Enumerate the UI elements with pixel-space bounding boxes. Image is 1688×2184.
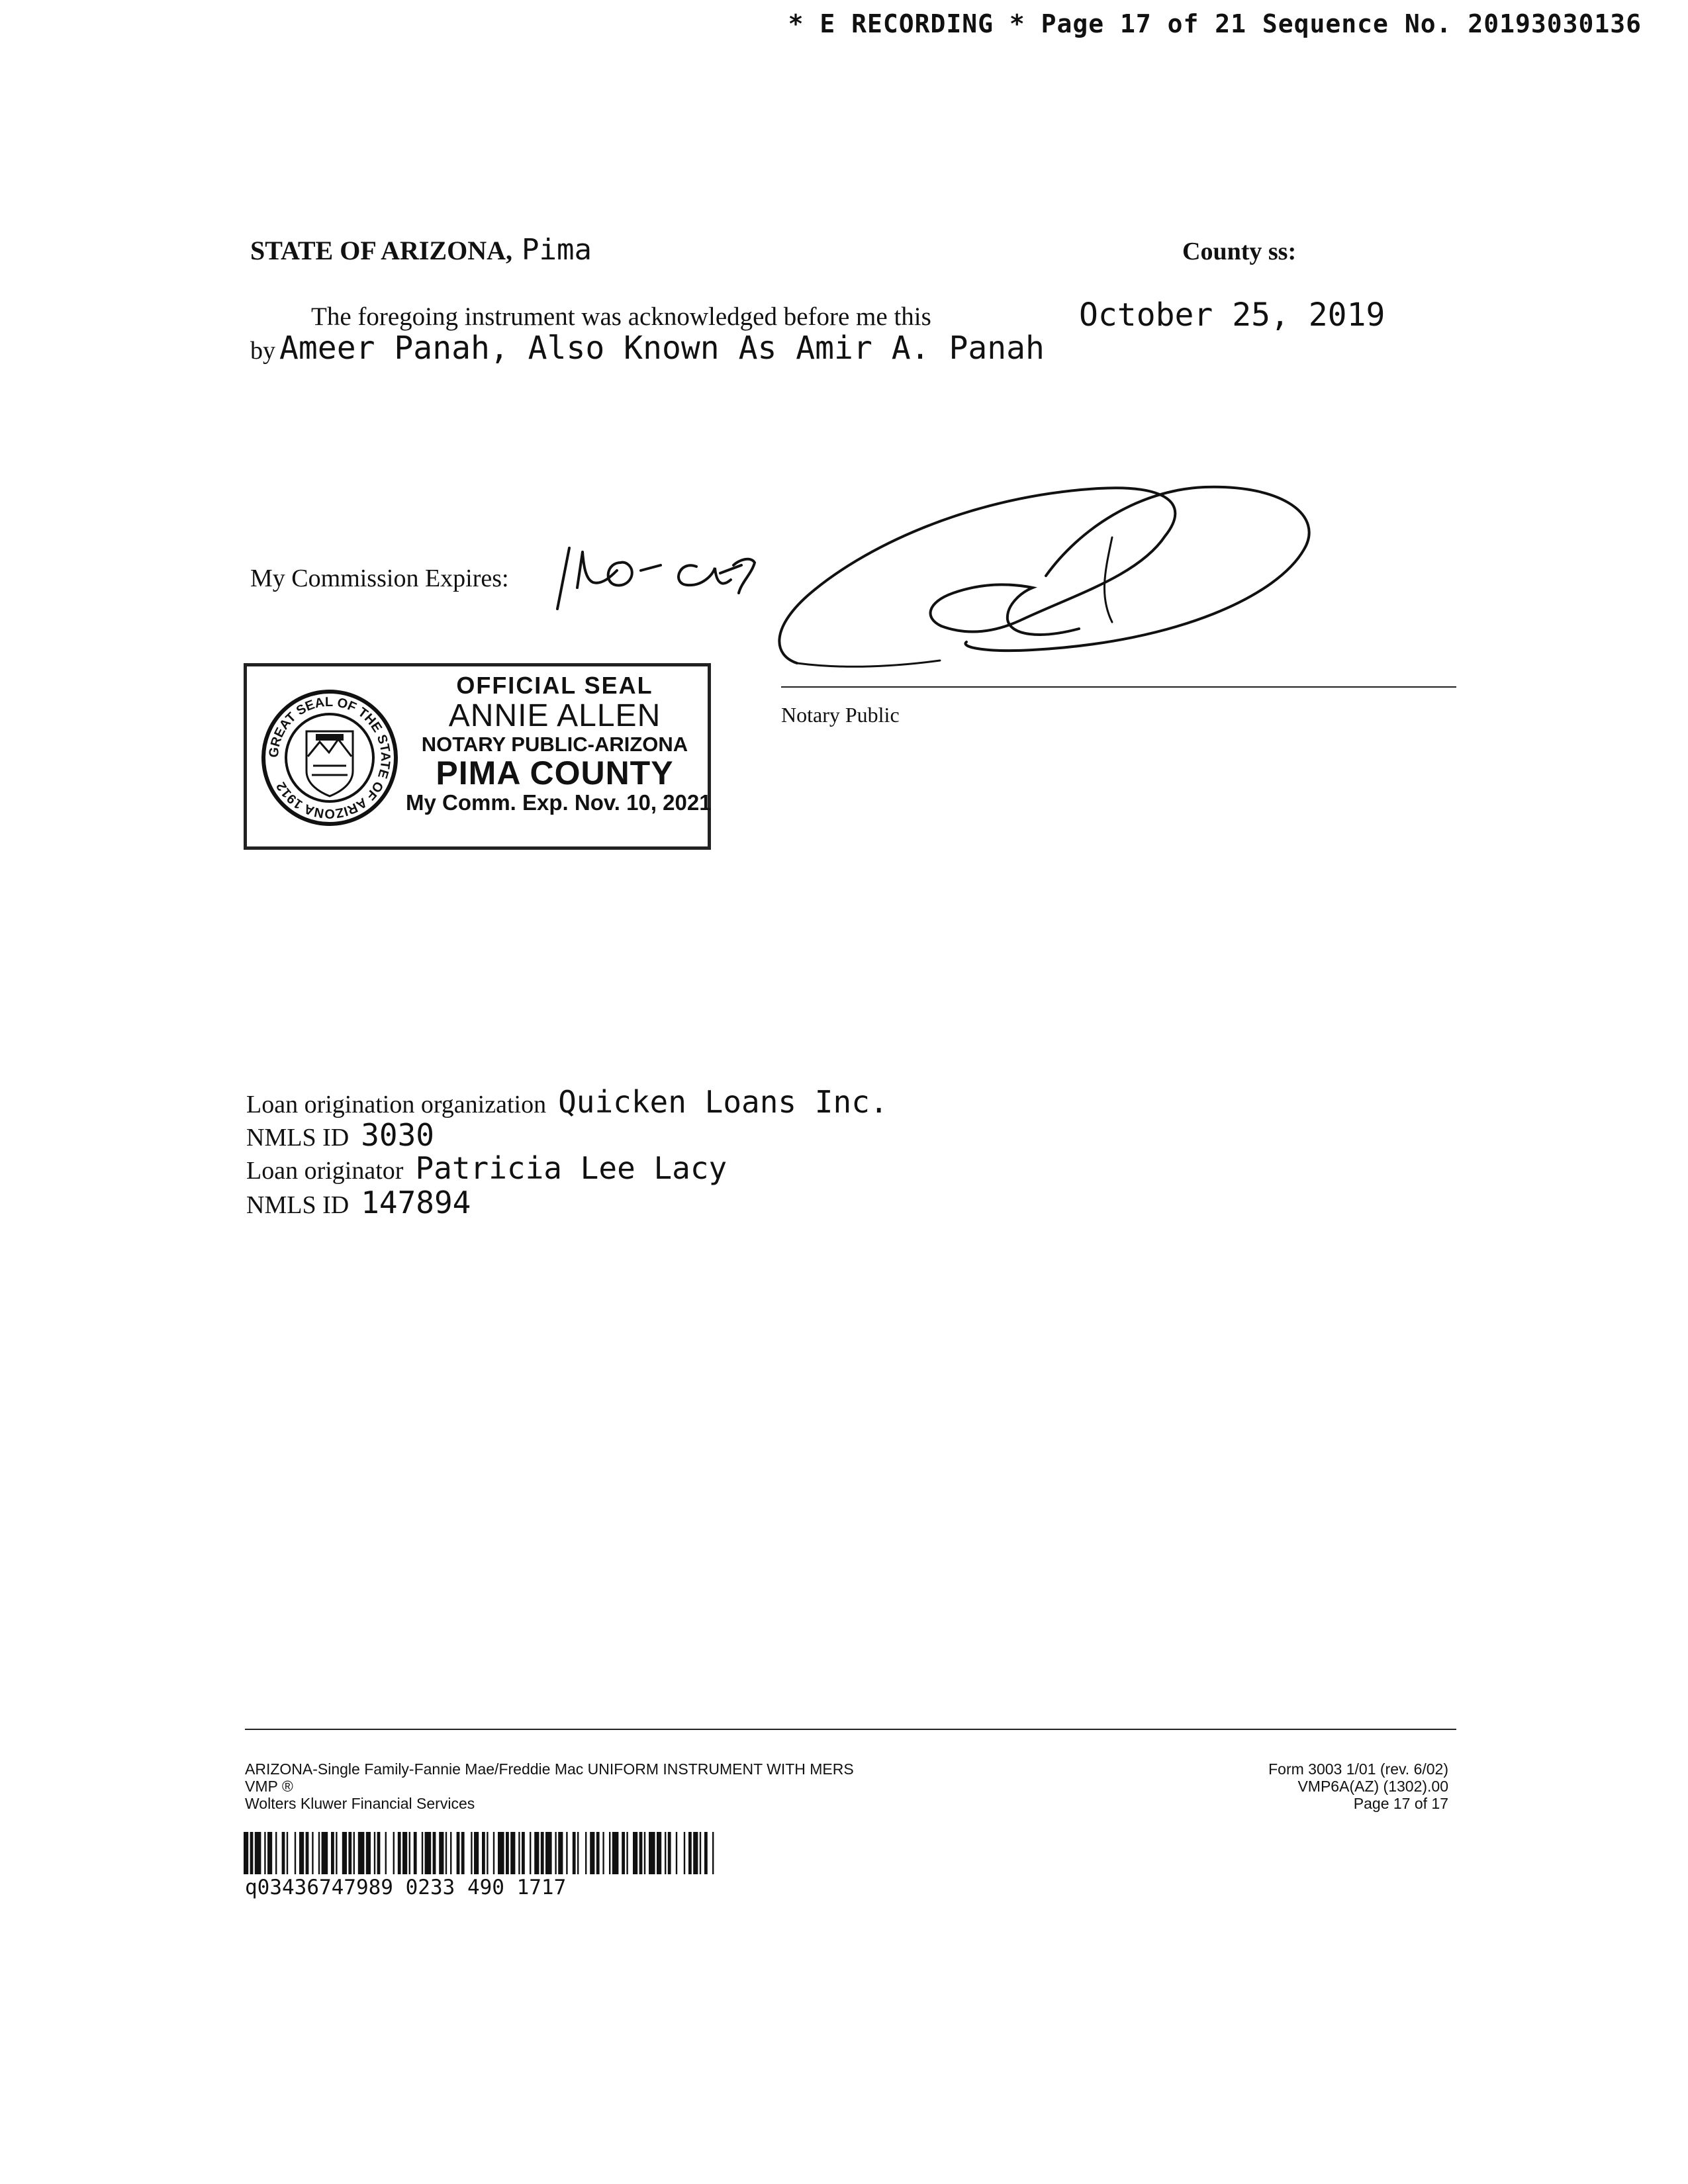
- org-nmls-value: 3030: [361, 1117, 434, 1153]
- footer-form-number: Form 3003 1/01 (rev. 6/02): [1268, 1760, 1448, 1778]
- signature-graphic: [768, 477, 1350, 675]
- barcode-bar: [445, 1832, 447, 1874]
- barcode-bar: [530, 1832, 531, 1874]
- loan-org-label: Loan origination organization: [246, 1091, 547, 1118]
- barcode-bar: [644, 1832, 645, 1874]
- barcode-bar: [555, 1832, 556, 1874]
- barcode-bar: [377, 1832, 381, 1874]
- seal-official-seal: OFFICIAL SEAL: [456, 672, 653, 699]
- barcode-bar: [398, 1832, 401, 1874]
- loan-originator-value: Patricia Lee Lacy: [415, 1150, 727, 1186]
- barcode-bar: [639, 1832, 643, 1874]
- barcode-bar: [366, 1832, 371, 1874]
- barcode-graphic: [244, 1832, 715, 1874]
- barcode-bar: [626, 1832, 628, 1874]
- barcode-bar: [295, 1832, 296, 1874]
- barcode-bar: [498, 1832, 504, 1874]
- barcode-bar: [450, 1832, 451, 1874]
- nmls-label: NMLS ID: [246, 1191, 350, 1219]
- barcode-bar: [534, 1832, 539, 1874]
- barcode-bar: [299, 1832, 304, 1874]
- barcode-bar: [244, 1832, 248, 1874]
- barcode-bar: [712, 1832, 714, 1874]
- barcode-bar: [471, 1832, 472, 1874]
- barcode-bar: [402, 1832, 407, 1874]
- barcode-bar: [374, 1832, 375, 1874]
- notary-public-label: Notary Public: [781, 703, 900, 727]
- barcode-bar: [700, 1832, 701, 1874]
- loan-originator-label: Loan originator: [246, 1157, 404, 1185]
- seal-commission-expiration: My Comm. Exp. Nov. 10, 2021: [406, 790, 712, 815]
- barcode-bar: [609, 1832, 610, 1874]
- barcode-bar: [336, 1832, 337, 1874]
- barcode-bar: [433, 1832, 436, 1874]
- barcode-bar: [545, 1832, 552, 1874]
- loan-org-value: Quicken Loans Inc.: [558, 1084, 888, 1120]
- barcode-bar: [422, 1832, 423, 1874]
- barcode-number: q03436747989 0233 490 1717: [245, 1876, 567, 1899]
- barcode-bar: [393, 1832, 395, 1874]
- by-line: [250, 330, 1045, 367]
- footer-vmp: VMP ®: [245, 1778, 293, 1795]
- barcode-bar: [267, 1832, 272, 1874]
- footer-rule: [245, 1729, 1456, 1730]
- barcode-bar: [358, 1832, 365, 1874]
- barcode-bar: [693, 1832, 698, 1874]
- barcode-bar: [522, 1832, 525, 1874]
- barcode-bar: [414, 1832, 417, 1874]
- by-label: by: [250, 337, 275, 365]
- barcode-bar: [474, 1832, 479, 1874]
- arizona-state-seal-icon: [260, 678, 399, 841]
- barcode-bar: [622, 1832, 625, 1874]
- footer-form-title: ARIZONA-Single Family-Fannie Mae/Freddie Mac UNIFORM INSTRUMENT WITH MERS: [245, 1760, 854, 1778]
- barcode-bar: [558, 1832, 563, 1874]
- handwritten-date-graphic: [543, 536, 768, 615]
- barcode-bar: [596, 1832, 600, 1874]
- state-line: [250, 233, 592, 267]
- barcode-bar: [704, 1832, 708, 1874]
- acknowledgment-statement: The foregoing instrument was acknowledged before me this: [311, 302, 931, 331]
- barcode-bar: [665, 1832, 666, 1874]
- footer-publisher: Wolters Kluwer Financial Services: [245, 1795, 475, 1812]
- barcode-bar: [585, 1832, 586, 1874]
- barcode-bar: [684, 1832, 685, 1874]
- barcode-bar: [657, 1832, 661, 1874]
- barcode-bar: [439, 1832, 444, 1874]
- commission-handwritten-date: [543, 536, 768, 619]
- barcode-bar: [649, 1832, 655, 1874]
- barcode-bar: [264, 1832, 265, 1874]
- barcode-bar: [482, 1832, 485, 1874]
- barcode-bar: [461, 1832, 465, 1874]
- barcode-bar: [612, 1832, 619, 1874]
- seal-emblem-text: GREAT SEAL OF THE STATE OF ARIZONA 1912: [266, 694, 393, 821]
- barcode-bar: [409, 1832, 410, 1874]
- barcode-bar: [487, 1832, 488, 1874]
- organization-nmls-id: [246, 1117, 434, 1153]
- barcode-bar: [506, 1832, 509, 1874]
- acknowledgment-date: October 25, 2019: [1079, 296, 1385, 334]
- footer-page-number: Page 17 of 17: [1353, 1795, 1448, 1812]
- barcode-bar: [282, 1832, 285, 1874]
- seal-county: PIMA COUNTY: [436, 754, 674, 792]
- seal-notary-name: ANNIE ALLEN: [448, 698, 661, 733]
- signature-line: [781, 686, 1456, 688]
- barcode-bar: [250, 1832, 254, 1874]
- county-ss-label: County ss:: [1182, 238, 1297, 265]
- barcode-bar: [275, 1832, 277, 1874]
- barcode-bar: [688, 1832, 692, 1874]
- barcode-bar: [287, 1832, 288, 1874]
- barcode-bar: [668, 1832, 671, 1874]
- barcode-bar: [676, 1832, 677, 1874]
- barcode-bar: [577, 1832, 579, 1874]
- recording-header: * E RECORDING * Page 17 of 21 Sequence No. 20193030136: [788, 9, 1642, 38]
- nmls-label: NMLS ID: [246, 1124, 350, 1152]
- barcode-bar: [385, 1832, 387, 1874]
- originator-nmls-value: 147894: [361, 1185, 471, 1220]
- seal-notary-title: NOTARY PUBLIC-ARIZONA: [421, 732, 688, 756]
- barcode-bar: [306, 1832, 309, 1874]
- county-name: Pima: [522, 233, 592, 267]
- barcode-bar: [318, 1832, 320, 1874]
- barcode-bar: [518, 1832, 520, 1874]
- commission-expires-label: My Commission Expires:: [250, 565, 509, 592]
- loan-origination-organization: [246, 1084, 888, 1120]
- state-label: STATE OF ARIZONA,: [250, 236, 512, 265]
- notary-signature: [768, 477, 1350, 678]
- barcode-bar: [602, 1832, 604, 1874]
- barcode-bar: [353, 1832, 355, 1874]
- barcode-bar: [633, 1832, 637, 1874]
- barcode-bar: [348, 1832, 352, 1874]
- barcode-icon: [244, 1832, 715, 1878]
- barcode-bar: [331, 1832, 334, 1874]
- originator-nmls-id: [246, 1185, 471, 1220]
- seal-text-block: [406, 672, 712, 815]
- official-seal-stamp: [244, 663, 711, 850]
- signer-name: Ameer Panah, Also Known As Amir A. Panah: [279, 330, 1045, 367]
- barcode-bar: [322, 1832, 328, 1874]
- barcode-bar: [541, 1832, 544, 1874]
- barcode-bar: [342, 1832, 347, 1874]
- barcode-bar: [590, 1832, 594, 1874]
- barcode-bar: [493, 1832, 494, 1874]
- barcode-bar: [573, 1832, 576, 1874]
- barcode-bar: [255, 1832, 261, 1874]
- footer-vmp-code: VMP6A(AZ) (1302).00: [1297, 1778, 1448, 1795]
- barcode-bar: [312, 1832, 313, 1874]
- loan-originator: [246, 1150, 727, 1186]
- barcode-bar: [425, 1832, 432, 1874]
- barcode-bar: [457, 1832, 460, 1874]
- barcode-bar: [566, 1832, 567, 1874]
- barcode-bar: [510, 1832, 515, 1874]
